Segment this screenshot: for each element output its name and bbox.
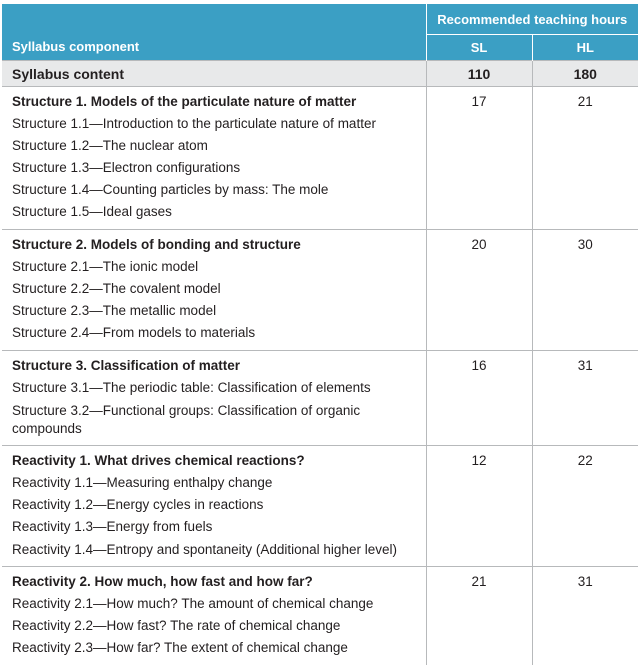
subtopic-item: Reactivity 1.4—Entropy and spontaneity (Additional higher level) [12, 538, 420, 560]
subtopic-item: Structure 3.2—Functional groups: Classification of organic compounds [12, 399, 420, 439]
sl-hours: 20 [426, 230, 532, 351]
hl-hours: 31 [532, 351, 638, 446]
topic-group-title: Structure 2. Models of bonding and structure [12, 234, 420, 256]
subtopic-item: Structure 3.1—The periodic table: Classification of elements [12, 377, 420, 399]
hl-hours: 31 [532, 567, 638, 665]
subtopic-item: Structure 1.5—Ideal gases [12, 201, 420, 223]
syllabus-table [2, 4, 638, 665]
subtopic-item: Structure 1.2—The nuclear atom [12, 135, 420, 157]
syllabus-component-header: Syllabus component [2, 4, 426, 61]
topic-group-title: Structure 3. Classification of matter [12, 355, 420, 377]
sl-hours: 16 [426, 351, 532, 446]
subtopic-item: Reactivity 1.3—Energy from fuels [12, 516, 420, 538]
subtopic-item: Reactivity 2.2—How fast? The rate of chemical change [12, 615, 420, 637]
sl-hours: 21 [426, 567, 532, 665]
syllabus-content-row [2, 61, 638, 87]
topic-group-row [2, 567, 638, 665]
teaching-hours-header: Recommended teaching hours [426, 4, 638, 35]
header-row-top [2, 4, 638, 35]
subtopic-item: Structure 1.3—Electron configurations [12, 157, 420, 179]
topic-group-cell [2, 230, 426, 351]
topic-group-row [2, 446, 638, 567]
topic-group-title: Structure 1. Models of the particulate nature of matter [12, 91, 420, 113]
subtopic-item: Reactivity 2.1—How much? The amount of chemical change [12, 593, 420, 615]
syllabus-content-label: Syllabus content [2, 61, 426, 87]
topic-group-cell [2, 446, 426, 567]
topic-group-cell [2, 567, 426, 665]
sl-header: SL [426, 35, 532, 61]
hl-hours: 21 [532, 87, 638, 230]
sl-hours: 17 [426, 87, 532, 230]
topic-group-title: Reactivity 2. How much, how fast and how far? [12, 571, 420, 593]
topic-group-cell [2, 351, 426, 446]
topic-group-row [2, 87, 638, 230]
hl-header: HL [532, 35, 638, 61]
subtopic-item: Structure 2.2—The covalent model [12, 278, 420, 300]
hl-hours: 22 [532, 446, 638, 567]
subtopic-item: Reactivity 1.1—Measuring enthalpy change [12, 472, 420, 494]
topic-group-cell [2, 87, 426, 230]
subtopic-item: Reactivity 2.3—How far? The extent of chemical change [12, 637, 420, 659]
syllabus-content-sl-hours: 110 [426, 61, 532, 87]
subtopic-item: Reactivity 1.2—Energy cycles in reactions [12, 494, 420, 516]
topic-group-row [2, 230, 638, 351]
subtopic-item: Structure 2.3—The metallic model [12, 300, 420, 322]
subtopic-item: Structure 1.1—Introduction to the particulate nature of matter [12, 113, 420, 135]
hl-hours: 30 [532, 230, 638, 351]
subtopic-item: Structure 2.4—From models to materials [12, 322, 420, 344]
syllabus-content-hl-hours: 180 [532, 61, 638, 87]
topic-group-row [2, 351, 638, 446]
topic-group-title: Reactivity 1. What drives chemical reactions? [12, 450, 420, 472]
subtopic-item: Structure 1.4—Counting particles by mass: The mole [12, 179, 420, 201]
subtopic-item: Structure 2.1—The ionic model [12, 256, 420, 278]
sl-hours: 12 [426, 446, 532, 567]
